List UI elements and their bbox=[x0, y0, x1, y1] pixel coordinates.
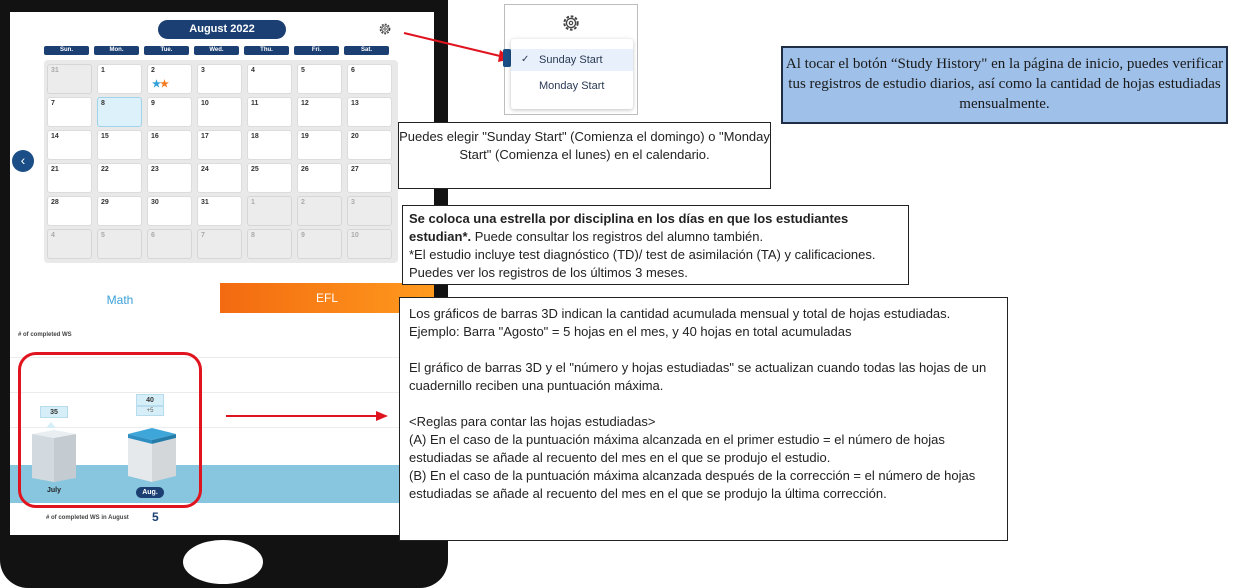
calendar-day-number: 2 bbox=[151, 67, 155, 74]
calendar-day-number: 30 bbox=[151, 199, 159, 206]
calendar-day[interactable] bbox=[197, 97, 242, 127]
tab-efl[interactable]: EFL bbox=[220, 283, 434, 313]
calendar-day[interactable] bbox=[197, 64, 242, 94]
bar-increment-label-august: +5 bbox=[136, 406, 164, 416]
calendar-day-number: 7 bbox=[201, 232, 205, 239]
calendar-day[interactable] bbox=[147, 97, 192, 127]
previous-month-button[interactable] bbox=[12, 150, 34, 172]
calendar-day[interactable] bbox=[147, 130, 192, 160]
calendar-day-number: 3 bbox=[201, 67, 205, 74]
calendar-day-number: 27 bbox=[351, 166, 359, 173]
weekday-label: Fri. bbox=[294, 46, 339, 55]
tablet-frame bbox=[0, 0, 448, 588]
calendar-day-number: 25 bbox=[251, 166, 259, 173]
calendar-day[interactable] bbox=[147, 196, 192, 226]
calendar-day[interactable] bbox=[297, 64, 342, 94]
calendar-day[interactable] bbox=[97, 130, 142, 160]
bar-callout-p3: El gráfico de barras 3D y el "número y hojas estudiadas" se actualizan cuando todas las hojas de un cuadernillo reciben una puntuación máxima. bbox=[409, 360, 987, 393]
bar-callout-p5: (A) En el caso de la puntuación máxima alcanzada en el primer estudio = el número de hojas estudiadas se añade al recuento del mes en el que se produjo el estudio. bbox=[409, 432, 945, 465]
calendar-day[interactable] bbox=[197, 130, 242, 160]
calendar-day[interactable] bbox=[297, 229, 342, 259]
star-callout-note: *El estudio incluye test diagnóstico (TD)/ test de asimilación (TA) y calificaciones. Puedes ver los registros de los últimos 3 meses. bbox=[409, 247, 876, 280]
calendar-day-number: 9 bbox=[151, 100, 155, 107]
calendar-day-number: 10 bbox=[351, 232, 359, 239]
bar-value-label-august: 40 bbox=[136, 394, 164, 406]
calendar-day[interactable] bbox=[197, 163, 242, 193]
calendar-day[interactable] bbox=[47, 130, 92, 160]
calendar-day[interactable] bbox=[297, 196, 342, 226]
calendar-day[interactable] bbox=[147, 163, 192, 193]
calendar-day[interactable] bbox=[197, 229, 242, 259]
calendar-day-number: 5 bbox=[301, 67, 305, 74]
calendar-day[interactable] bbox=[47, 163, 92, 193]
calendar-grid bbox=[44, 60, 398, 263]
calendar-day-number: 29 bbox=[101, 199, 109, 206]
calendar-day[interactable] bbox=[247, 97, 292, 127]
star-callout bbox=[402, 205, 909, 285]
arrow-to-chart-callout bbox=[224, 408, 394, 424]
calendar-day-number: 4 bbox=[51, 232, 55, 239]
calendar-day-number: 11 bbox=[251, 100, 259, 107]
calendar-day-number: 15 bbox=[101, 133, 109, 140]
calendar-day[interactable] bbox=[147, 229, 192, 259]
weekday-label: Tue. bbox=[144, 46, 189, 55]
weekday-header bbox=[44, 46, 394, 58]
calendar-day[interactable] bbox=[47, 97, 92, 127]
menu-item-label: Monday Start bbox=[539, 80, 605, 92]
calendar-day[interactable] bbox=[347, 130, 392, 160]
calendar-day-number: 24 bbox=[201, 166, 209, 173]
calendar-day[interactable] bbox=[97, 64, 142, 94]
weekday-label: Wed. bbox=[194, 46, 239, 55]
calendar-day-number: 9 bbox=[301, 232, 305, 239]
calendar-day-number: 2 bbox=[301, 199, 305, 206]
calendar-day-number: 31 bbox=[51, 67, 59, 74]
gear-icon[interactable] bbox=[378, 22, 392, 36]
calendar-day[interactable] bbox=[97, 229, 142, 259]
star-icon: ★ bbox=[159, 79, 168, 90]
calendar-day[interactable] bbox=[247, 229, 292, 259]
bar-callout-p6: (B) En el caso de la puntuación máxima alcanzada después de la corrección = el número de hojas estudiadas se añade al recuento del mes en el que se produjo la última corrección. bbox=[409, 468, 976, 501]
weekday-label: Sun. bbox=[44, 46, 89, 55]
chart-highlight-annotation bbox=[18, 352, 202, 508]
gear-icon[interactable] bbox=[561, 13, 581, 33]
calendar-day[interactable] bbox=[297, 130, 342, 160]
star-callout-bold: Se coloca una estrella por disciplina en los días en que los estudiantes estudian*. bbox=[409, 211, 849, 244]
checkmark-icon: ✓ bbox=[521, 54, 530, 65]
calendar-day-number: 14 bbox=[51, 133, 59, 140]
calendar-day-number: 12 bbox=[301, 100, 309, 107]
calendar-day[interactable] bbox=[297, 163, 342, 193]
calendar-day-number: 17 bbox=[201, 133, 209, 140]
popup-side-tab bbox=[503, 49, 511, 67]
calendar-day-number: 6 bbox=[151, 232, 155, 239]
weekday-label: Sat. bbox=[344, 46, 389, 55]
bar-callout-p1: Los gráficos de barras 3D indican la cantidad acumulada mensual y total de hojas estudiadas. bbox=[409, 306, 951, 321]
weekday-label: Thu. bbox=[244, 46, 289, 55]
start-day-callout: Puedes elegir "Sunday Start" (Comienza el domingo) o "Monday Start" (Comienza el lunes) en el calendario. bbox=[398, 122, 771, 189]
calendar-day[interactable] bbox=[347, 97, 392, 127]
total-ws-value: 5 bbox=[152, 510, 159, 524]
menu-item-sunday-start[interactable] bbox=[511, 49, 633, 71]
calendar-day[interactable] bbox=[247, 196, 292, 226]
bar-label-july: July bbox=[46, 487, 61, 494]
calendar-day[interactable] bbox=[247, 163, 292, 193]
calendar-day-number: 16 bbox=[151, 133, 159, 140]
calendar-day-number: 18 bbox=[251, 133, 259, 140]
calendar-day[interactable] bbox=[247, 64, 292, 94]
start-day-popup bbox=[504, 4, 638, 115]
bar-callout-p4: <Reglas para contar las hojas estudiadas> bbox=[409, 414, 656, 429]
tab-math[interactable]: Math bbox=[20, 285, 220, 315]
calendar-day-number: 22 bbox=[101, 166, 109, 173]
calendar-day-number: 1 bbox=[251, 199, 255, 206]
home-button[interactable] bbox=[183, 540, 263, 584]
calendar-day[interactable] bbox=[97, 163, 142, 193]
calendar-day[interactable] bbox=[347, 163, 392, 193]
calendar-day[interactable] bbox=[47, 229, 92, 259]
start-day-menu bbox=[511, 39, 633, 109]
calendar-day[interactable] bbox=[47, 64, 92, 94]
bar-value-label-july: 35 bbox=[40, 406, 68, 418]
calendar-day[interactable] bbox=[347, 229, 392, 259]
arrow-to-popup bbox=[400, 28, 520, 68]
menu-item-label: Sunday Start bbox=[539, 54, 603, 66]
star-icon: ★ bbox=[152, 79, 160, 90]
weekday-label: Mon. bbox=[94, 46, 139, 55]
calendar-day-number: 10 bbox=[201, 100, 209, 107]
calendar-day[interactable] bbox=[197, 196, 242, 226]
star-callout-text: Puede consultar los registros del alumno también. bbox=[471, 229, 764, 244]
calendar-day[interactable] bbox=[297, 97, 342, 127]
calendar-day-number: 8 bbox=[101, 100, 105, 107]
study-history-callout: Al tocar el botón “Study History" en la página de inicio, puedes verificar tus registros de estudio diarios, así como la cantidad de hojas estudiadas mensualmente. bbox=[781, 46, 1228, 124]
calendar-day[interactable] bbox=[147, 64, 192, 94]
calendar-day-number: 19 bbox=[301, 133, 309, 140]
menu-item-monday-start[interactable] bbox=[511, 75, 633, 97]
calendar-day-number: 31 bbox=[201, 199, 209, 206]
bar-label-august[interactable]: Aug. bbox=[136, 487, 164, 498]
calendar-day[interactable] bbox=[347, 196, 392, 226]
calendar-day-number: 6 bbox=[351, 67, 355, 74]
calendar-day-number: 5 bbox=[101, 232, 105, 239]
calendar-day-number: 26 bbox=[301, 166, 309, 173]
month-title: August 2022 bbox=[158, 20, 286, 39]
chart-axis-label: # of completed WS bbox=[18, 332, 72, 338]
calendar-day-number: 20 bbox=[351, 133, 359, 140]
calendar-day-number: 28 bbox=[51, 199, 59, 206]
bar-chart-callout bbox=[399, 297, 1008, 541]
calendar-day-number: 8 bbox=[251, 232, 255, 239]
calendar-day-number: 3 bbox=[351, 199, 355, 206]
calendar-day[interactable] bbox=[247, 130, 292, 160]
calendar-day-number: 13 bbox=[351, 100, 359, 107]
bar-callout-p2: Ejemplo: Barra "Agosto" = 5 hojas en el mes, y 40 hojas en total acumuladas bbox=[409, 324, 852, 339]
calendar-day-number: 21 bbox=[51, 166, 59, 173]
calendar-day-number: 1 bbox=[101, 67, 105, 74]
calendar-day[interactable] bbox=[97, 196, 142, 226]
calendar-day-number: 7 bbox=[51, 100, 55, 107]
total-ws-label: # of completed WS in August bbox=[46, 515, 129, 521]
calendar-day-number: 23 bbox=[151, 166, 159, 173]
calendar-day[interactable] bbox=[347, 64, 392, 94]
calendar-day-number: 4 bbox=[251, 67, 255, 74]
calendar-day[interactable] bbox=[97, 97, 142, 127]
study-stars bbox=[152, 79, 168, 90]
chevron-left-icon: ‹ bbox=[20, 152, 26, 168]
calendar-day[interactable] bbox=[47, 196, 92, 226]
tablet-screen bbox=[10, 12, 434, 535]
